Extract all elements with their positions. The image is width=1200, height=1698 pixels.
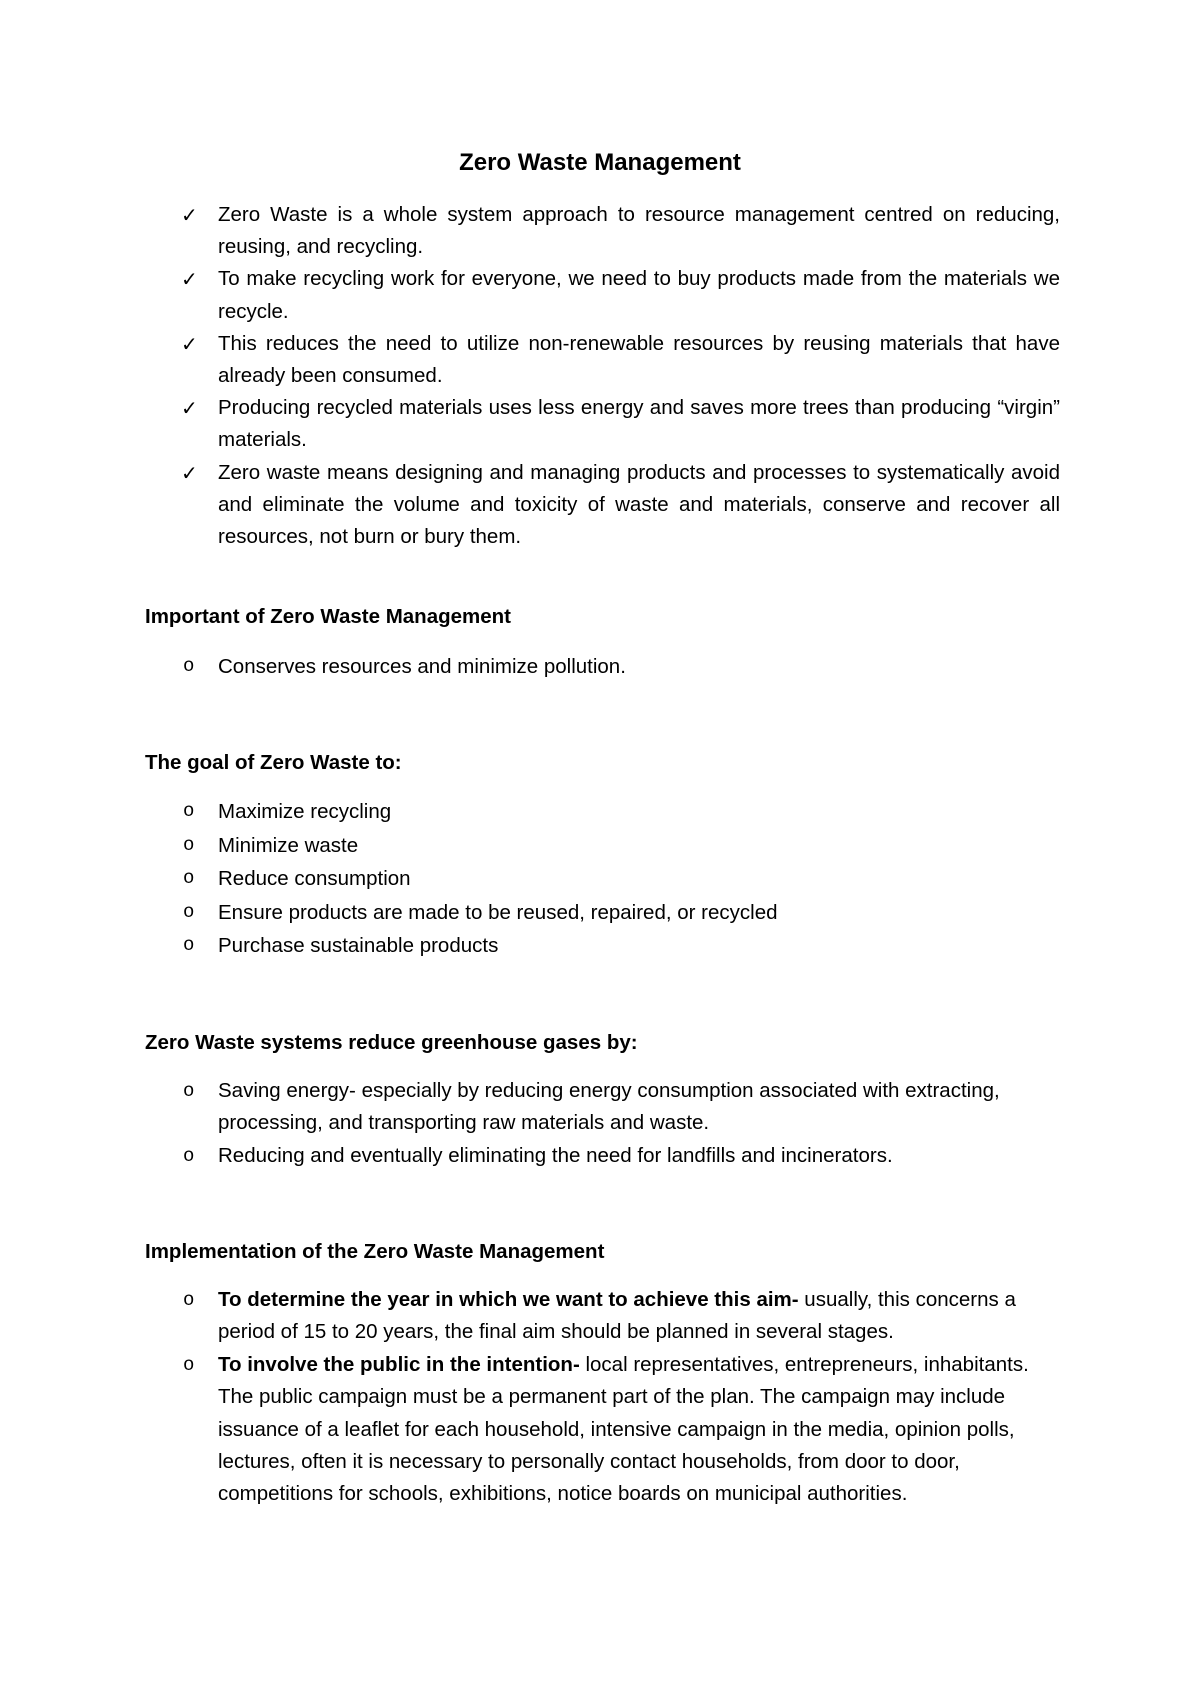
list-item: o Ensure products are made to be reused, repaired, or recycled (218, 896, 1060, 930)
greenhouse-heading: Zero Waste systems reduce greenhouse gases by: (145, 1031, 638, 1054)
list-item: o Purchase sustainable products (218, 929, 1060, 963)
check-item: ✓ This reduces the need to utilize non-renewable resources by reusing materials that have already been consumed. (218, 328, 1060, 392)
check-mark-icon: ✓ (181, 267, 198, 292)
circle-bullet-icon: o (183, 900, 195, 923)
circle-bullet-icon: o (183, 800, 195, 822)
circle-bullet-icon: o (183, 1080, 195, 1102)
check-item: ✓ Producing recycled materials uses less energy and saves more trees than producing “virgin” materials. (218, 392, 1060, 456)
circle-bullet-icon: o (183, 1144, 195, 1167)
check-mark-icon: ✓ (181, 331, 198, 356)
circle-bullet-icon: o (183, 1353, 195, 1376)
importance-list (183, 650, 1060, 684)
circle-bullet-icon: o (183, 934, 195, 957)
importance-heading: Important of Zero Waste Management (145, 605, 511, 628)
check-item: ✓ Zero Waste is a whole system approach to resource management centred on reducing, reusing, and recycling. (218, 199, 1060, 263)
list-item: o Minimize waste (218, 829, 1060, 863)
circle-bullet-icon: o (183, 833, 195, 856)
page-title: Zero Waste Management (459, 149, 741, 176)
list-item: o Reduce consumption (218, 862, 1060, 896)
check-list (181, 199, 1060, 553)
greenhouse-list (183, 1075, 1060, 1172)
list-item: o To involve the public in the intention- local representatives, entrepreneurs, inhabitants. The public campaign must be a permanent part of the plan. The campaign may include issuance of a leaflet for each household, intensive campaign in the media, opinion polls, lectures, often it is necessary to personally contact households, from door to door, competitions for schools, exhibitions, notice boards on municipal authorities. (218, 1349, 1060, 1511)
check-mark-icon: ✓ (181, 460, 198, 485)
list-item: o Saving energy- especially by reducing energy consumption associated with extracting, processing, and transporting raw materials and waste. (218, 1075, 1060, 1140)
list-item: o Maximize recycling (218, 795, 1060, 829)
implementation-list (183, 1284, 1060, 1511)
circle-bullet-icon: o (183, 655, 195, 677)
list-item: o To determine the year in which we want to achieve this aim- usually, this concerns a period of 15 to 20 years, the final aim should be planned in several stages. (218, 1284, 1060, 1349)
goal-heading: The goal of Zero Waste to: (145, 751, 402, 774)
check-item: ✓ To make recycling work for everyone, we need to buy products made from the materials we recycle. (218, 263, 1060, 327)
list-item: o Reducing and eventually eliminating the need for landfills and incinerators. (218, 1140, 1060, 1172)
check-mark-icon: ✓ (181, 203, 198, 227)
check-mark-icon: ✓ (181, 396, 198, 421)
circle-bullet-icon: o (183, 867, 195, 890)
circle-bullet-icon: o (183, 1289, 195, 1311)
list-item: o Conserves resources and minimize pollution. (218, 650, 1060, 684)
check-item: ✓ Zero waste means designing and managing products and processes to systematically avoid and eliminate the volume and toxicity of waste and materials, conserve and recover all resources, not burn or bury them. (218, 457, 1060, 554)
goal-list (183, 795, 1060, 963)
implementation-heading: Implementation of the Zero Waste Management (145, 1240, 605, 1263)
